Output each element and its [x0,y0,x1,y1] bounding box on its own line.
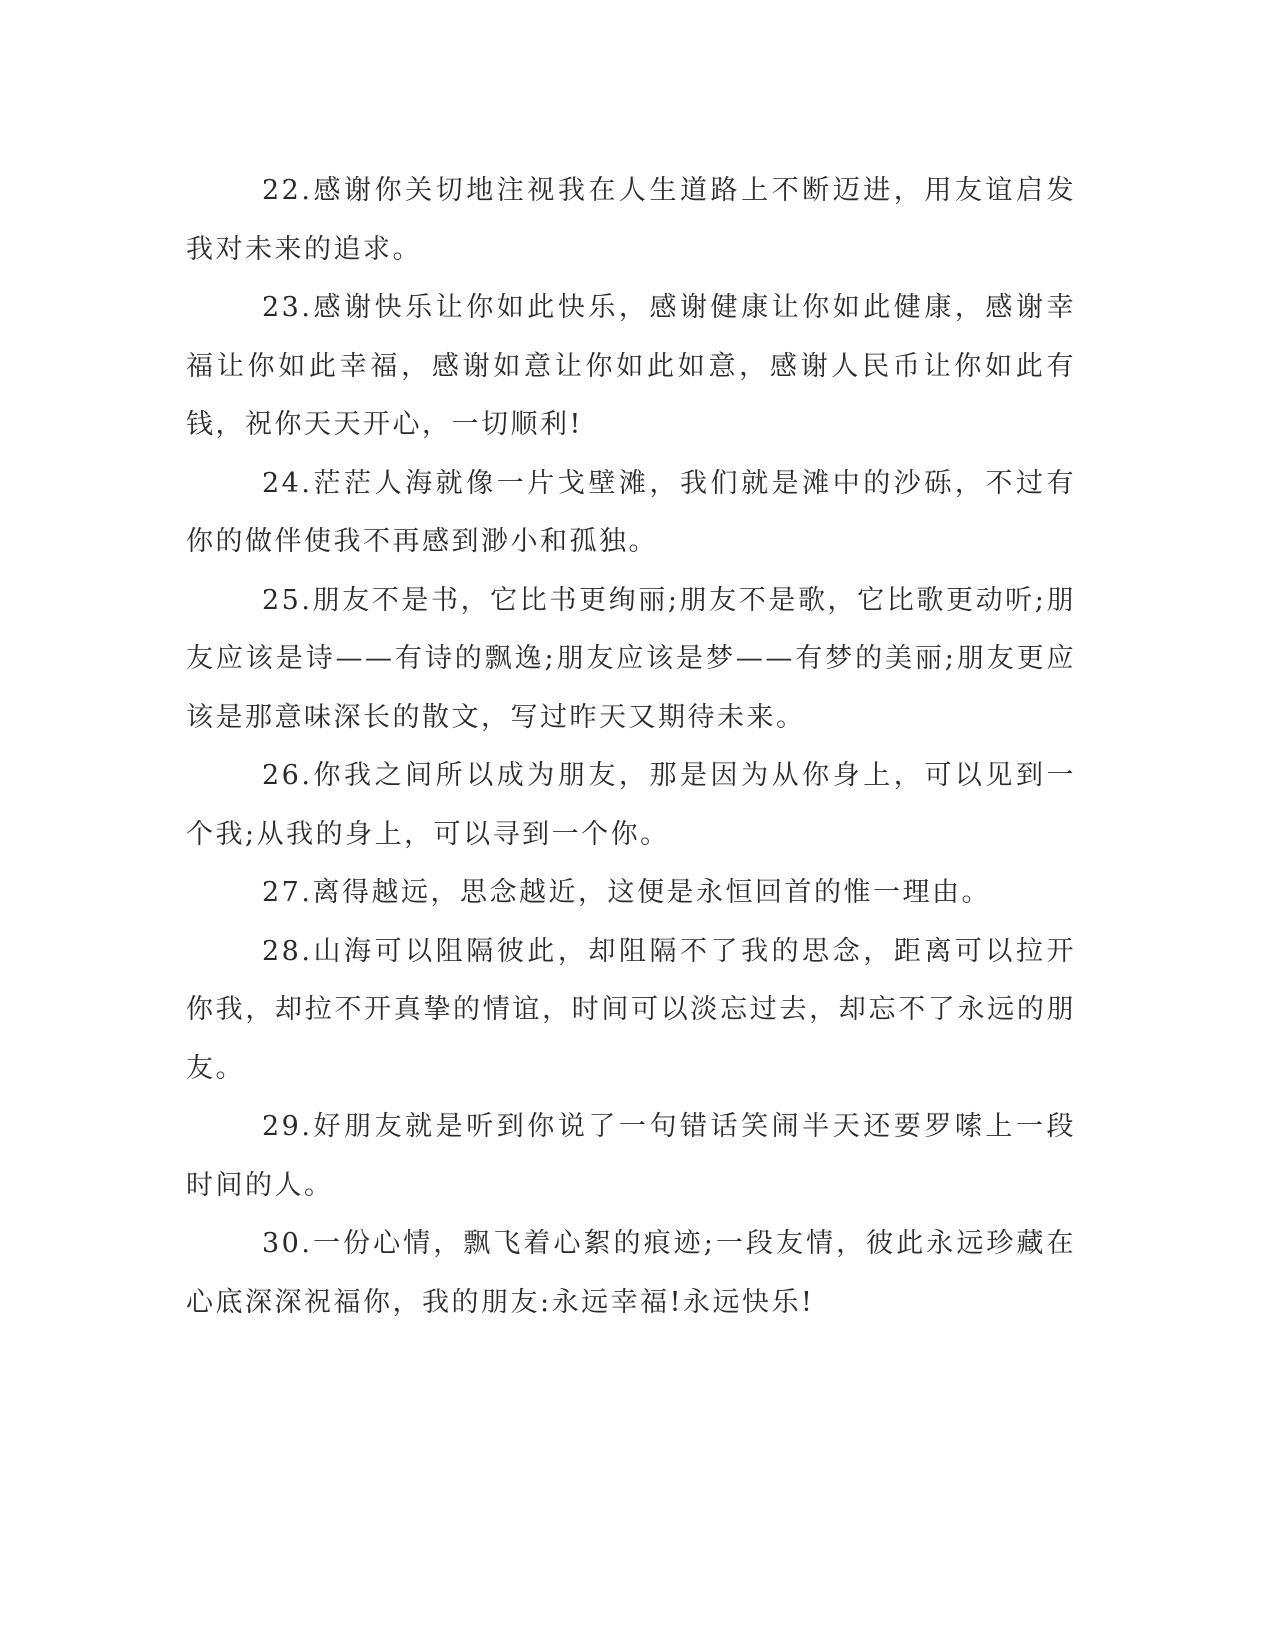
paragraph-25: 25.朋友不是书，它比书更绚丽;朋友不是歌，它比歌更动听;朋友应该是诗——有诗的飘逸;朋友应该是梦——有梦的美丽;朋友更应该是那意味深长的散文，写过昨天又期待未来。 [186,584,1076,733]
document-body [186,162,1076,1332]
paragraph-23: 23.感谢快乐让你如此快乐，感谢健康让你如此健康，感谢幸福让你如此幸福，感谢如意让你如此如意，感谢人民币让你如此有钱，祝你天天开心，一切顺利! [186,292,1076,440]
paragraph-24: 24.茫茫人海就像一片戈壁滩，我们就是滩中的沙砾，不过有你的做伴使我不再感到渺小和孤独。 [186,467,1076,557]
paragraph-30: 30.一份心情，飘飞着心絮的痕迹;一段友情，彼此永远珍藏在心底深深祝福你，我的朋友:永远幸福!永远快乐! [186,1228,1076,1318]
paragraph-26: 26.你我之间所以成为朋友，那是因为从你身上，可以见到一个我;从我的身上，可以寻到一个你。 [186,760,1076,850]
paragraph-29: 29.好朋友就是听到你说了一句错话笑闹半天还要罗嗦上一段时间的人。 [186,1111,1076,1201]
paragraph-22: 22.感谢你关切地注视我在人生道路上不断迈进，用友谊启发我对未来的追求。 [186,175,1076,265]
paragraph-28: 28.山海可以阻隔彼此，却阻隔不了我的思念，距离可以拉开你我，却拉不开真挚的情谊，时间可以淡忘过去，却忘不了永远的朋友。 [186,935,1076,1084]
paragraph-27: 27.离得越远，思念越近，这便是永恒回首的惟一理由。 [262,877,991,908]
